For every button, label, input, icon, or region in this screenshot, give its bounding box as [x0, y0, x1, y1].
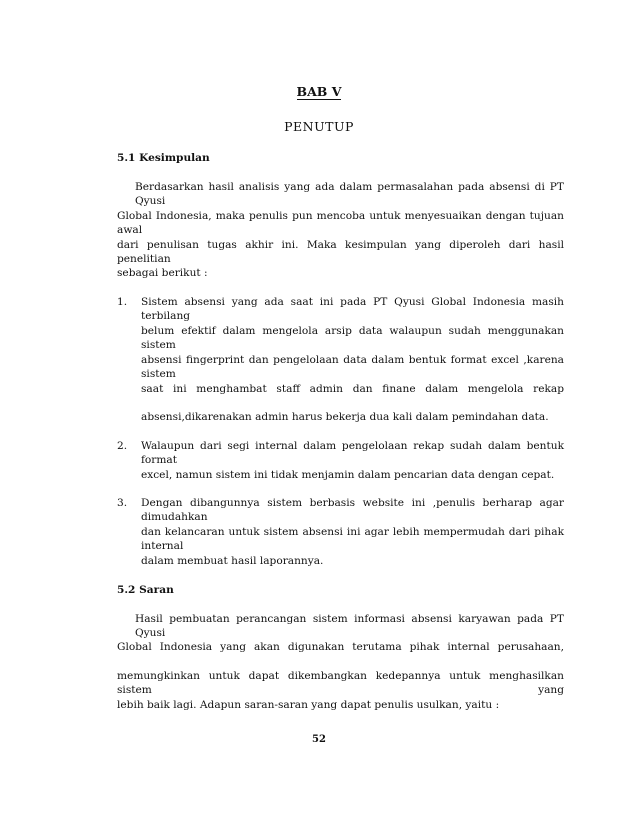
paragraph-line: lebih baik lagi. Adapun saran-saran yang dapat penulis usulkan, yaitu : [117, 699, 500, 711]
list-item-line: excel, namun sistem ini tidak menjamin dalam pencarian data dengan cepat. [141, 469, 555, 481]
list-number: 1. [117, 296, 128, 308]
list-item-line: Walaupun dari segi internal dalam pengelolaan rekap sudah dalam bentuk format [141, 440, 564, 466]
section-heading-kesimpulan: 5.1 Kesimpulan [117, 152, 210, 164]
list-item-line: Sistem absensi yang ada saat ini pada PT Qyusi Global Indonesia masih terbilang [141, 296, 564, 322]
list-item-line: Dengan dibangunnya sistem berbasis website ini ,penulis berharap agar dimudahkan [141, 497, 564, 523]
list-item-line: belum efektif dalam mengelola arsip data walaupun sudah menggunakan sistem [141, 325, 564, 351]
paragraph-line: Global Indonesia, maka penulis pun mencoba untuk menyesuaikan dengan tujuan awal [117, 210, 564, 236]
list-item-line: saat ini menghambat staff admin dan finane dalam mengelola rekap [141, 383, 564, 395]
list-item-line: absensi fingerprint dan pengelolaan data dalam bentuk format excel ,karena sistem [141, 354, 564, 380]
paragraph-line: sebagai berikut : [117, 267, 208, 279]
paragraph-line: Global Indonesia yang akan digunakan terutama pihak internal perusahaan, [117, 641, 564, 653]
chapter-heading: BAB V [296, 84, 342, 99]
list-number: 3. [117, 497, 128, 509]
list-item-line: dan kelancaran untuk sistem absensi ini agar lebih mempermudah dari pihak internal [141, 526, 564, 552]
paragraph-line: memungkinkan untuk dapat dikembangkan kedepannya untuk menghasilkan sistem yang [117, 670, 564, 696]
list-item-line: absensi,dikarenakan admin harus bekerja dua kali dalam pemindahan data. [141, 411, 549, 423]
list-item-line: dalam membuat hasil laporannya. [141, 555, 324, 567]
chapter-title: PENUTUP [284, 119, 354, 134]
paragraph-line: dari penulisan tugas akhir ini. Maka kesimpulan yang diperoleh dari hasil penelitian [117, 239, 564, 265]
paragraph-line: Hasil pembuatan perancangan sistem informasi absensi karyawan pada PT Qyusi [135, 613, 564, 639]
section-heading-saran: 5.2 Saran [117, 584, 174, 596]
paragraph-line: Berdasarkan hasil analisis yang ada dalam permasalahan pada absensi di PT Qyusi [135, 181, 564, 207]
list-number: 2. [117, 440, 128, 452]
page-number: 52 [312, 734, 326, 745]
